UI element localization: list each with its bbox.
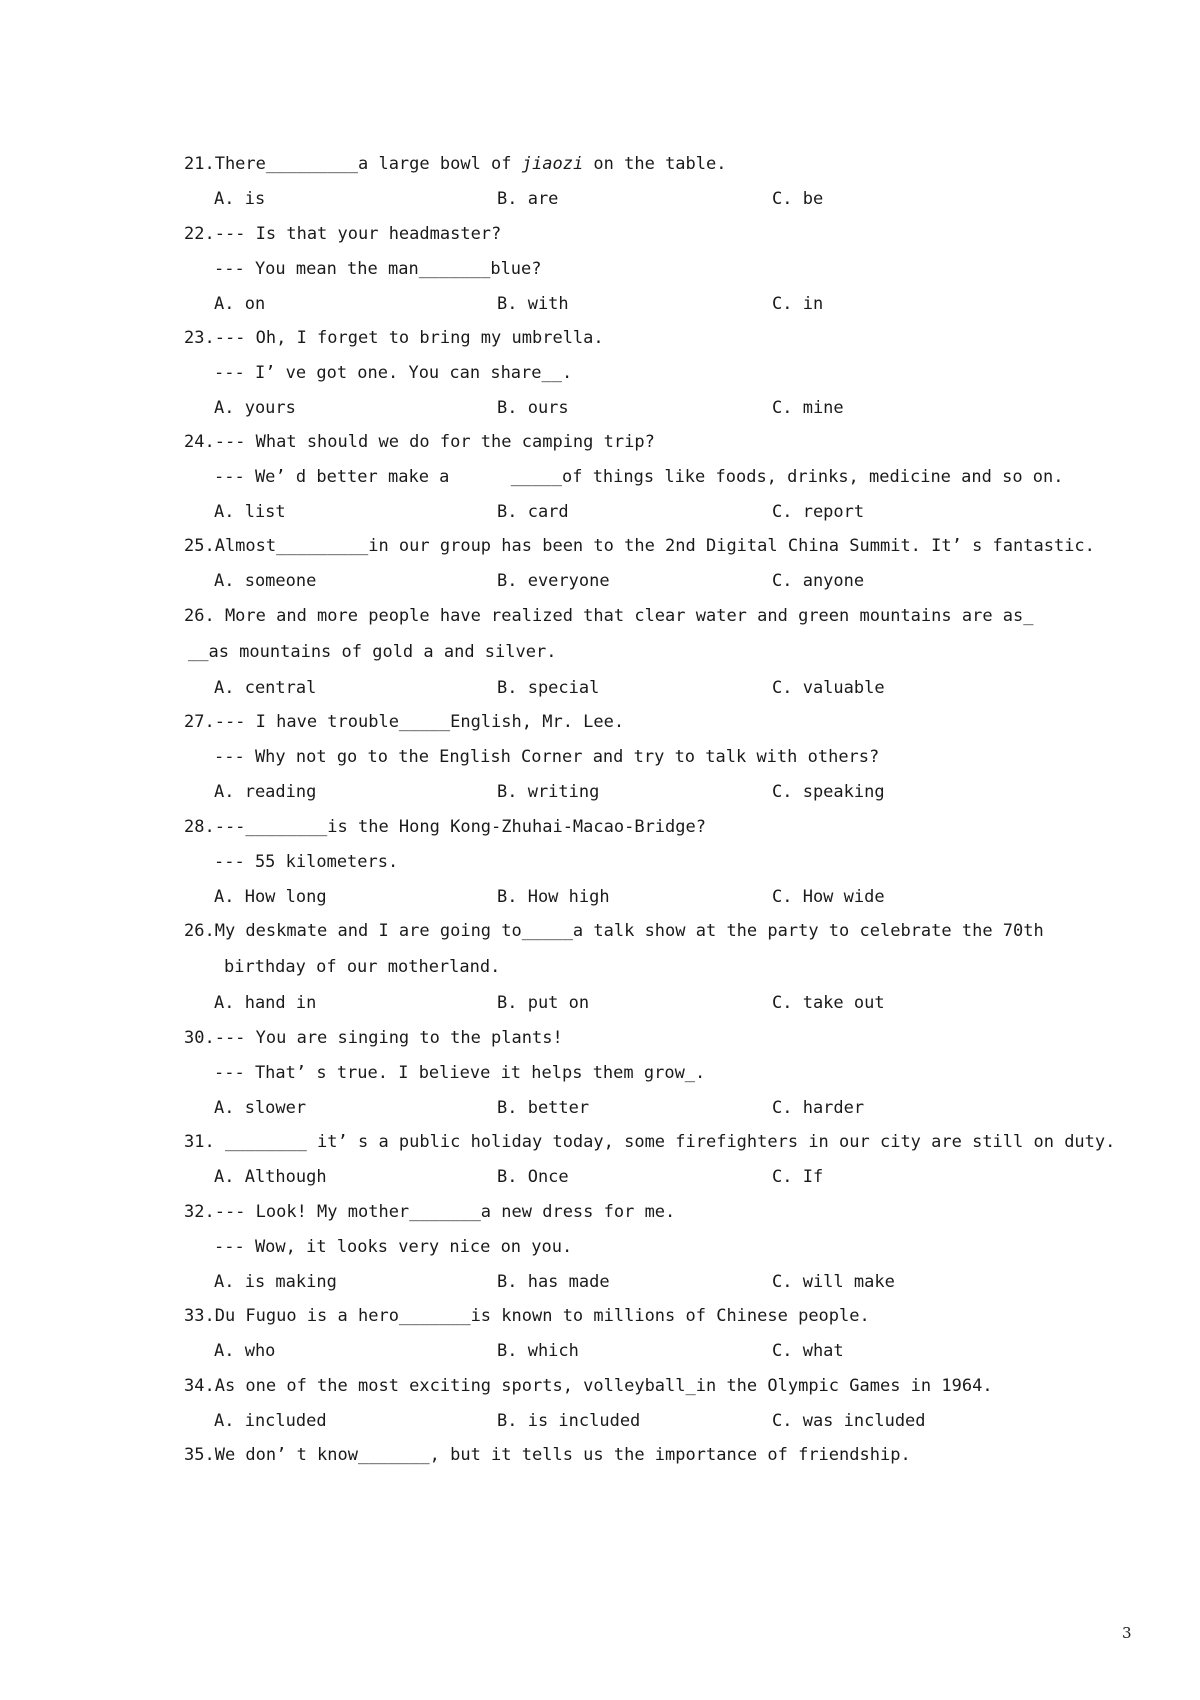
question-line: --- Wow, it looks very nice on you. bbox=[214, 1237, 573, 1257]
option-c: C. was included bbox=[772, 1411, 926, 1431]
option-b: B. has made bbox=[497, 1272, 610, 1292]
option-b: B. writing bbox=[497, 782, 600, 802]
question-stem: 31. ________ it’ s a public holiday today, some firefighters in our city are still on duty. bbox=[184, 1132, 1116, 1152]
question-stem: 23.--- Oh, I forget to bring my umbrella. bbox=[184, 328, 604, 348]
question-stem: 28.---________is the Hong Kong-Zhuhai-Macao-Bridge? bbox=[184, 817, 706, 837]
option-a: A. included bbox=[214, 1411, 327, 1431]
option-c: C. what bbox=[772, 1341, 844, 1361]
option-a: A. someone bbox=[214, 571, 317, 591]
option-a: A. who bbox=[214, 1341, 276, 1361]
page-number: 3 bbox=[1122, 1624, 1132, 1642]
question-line: --- Why not go to the English Corner and try to talk with others? bbox=[214, 747, 880, 767]
option-a: A. Although bbox=[214, 1167, 327, 1187]
option-c: C. mine bbox=[772, 398, 844, 418]
option-b: B. are bbox=[497, 189, 559, 209]
option-a: A. list bbox=[214, 502, 286, 522]
option-c: C. will make bbox=[772, 1272, 895, 1292]
option-a: A. yours bbox=[214, 398, 296, 418]
option-c: C. If bbox=[772, 1167, 824, 1187]
question-line: --- I’ ve got one. You can share__. bbox=[214, 363, 573, 383]
stem-text: on the table. bbox=[583, 154, 727, 174]
option-a: A. on bbox=[214, 294, 266, 314]
question-stem: 25.Almost_________in our group has been to the 2nd Digital China Summit. It’ s fantastic. bbox=[184, 536, 1095, 556]
option-b: B. everyone bbox=[497, 571, 610, 591]
option-a: A. reading bbox=[214, 782, 317, 802]
option-c: C. How wide bbox=[772, 887, 885, 907]
option-c: C. report bbox=[772, 502, 865, 522]
option-b: B. Once bbox=[497, 1167, 569, 1187]
question-stem: 22.--- Is that your headmaster? bbox=[184, 224, 502, 244]
option-b: B. ours bbox=[497, 398, 569, 418]
option-b: B. with bbox=[497, 294, 569, 314]
option-a: A. is bbox=[214, 189, 266, 209]
option-c: C. in bbox=[772, 294, 824, 314]
question-stem: 24.--- What should we do for the camping trip? bbox=[184, 432, 655, 452]
stem-text: 21.There_________a large bowl of bbox=[184, 154, 522, 174]
option-b: B. better bbox=[497, 1098, 590, 1118]
question-stem: 30.--- You are singing to the plants! bbox=[184, 1028, 563, 1048]
option-b: B. put on bbox=[497, 993, 590, 1013]
option-b: B. special bbox=[497, 678, 600, 698]
question-stem: 35.We don’ t know_______, but it tells us the importance of friendship. bbox=[184, 1445, 911, 1465]
question-stem: 32.--- Look! My mother_______a new dress for me. bbox=[184, 1202, 676, 1222]
question-stem: 34.As one of the most exciting sports, volleyball_in the Olympic Games in 1964. bbox=[184, 1376, 993, 1396]
option-a: A. hand in bbox=[214, 993, 317, 1013]
question-stem bbox=[184, 152, 726, 176]
option-a: A. central bbox=[214, 678, 317, 698]
option-c: C. valuable bbox=[772, 678, 885, 698]
option-b: B. is included bbox=[497, 1411, 641, 1431]
question-line: --- We’ d better make a _____of things like foods, drinks, medicine and so on. bbox=[214, 467, 1064, 487]
option-a: A. How long bbox=[214, 887, 327, 907]
question-line: --- You mean the man_______blue? bbox=[214, 259, 542, 279]
option-a: A. is making bbox=[214, 1272, 337, 1292]
option-a: A. slower bbox=[214, 1098, 307, 1118]
question-line: --- 55 kilometers. bbox=[214, 852, 399, 872]
italic-word: jiaozi bbox=[521, 154, 584, 174]
option-c: C. speaking bbox=[772, 782, 885, 802]
option-b: B. card bbox=[497, 502, 569, 522]
question-stem: 27.--- I have trouble_____English, Mr. Lee. bbox=[184, 712, 625, 732]
option-c: C. be bbox=[772, 189, 824, 209]
question-stem: 33.Du Fuguo is a hero_______is known to millions of Chinese people. bbox=[184, 1306, 870, 1326]
option-c: C. take out bbox=[772, 993, 885, 1013]
option-c: C. anyone bbox=[772, 571, 865, 591]
option-b: B. which bbox=[497, 1341, 579, 1361]
question-line: --- That’ s true. I believe it helps them grow_. bbox=[214, 1063, 706, 1083]
question-stem: 26.My deskmate and I are going to_____a talk show at the party to celebrate the 70th bbox=[184, 921, 1044, 941]
question-stem: 26. More and more people have realized that clear water and green mountains are as_ bbox=[184, 606, 1034, 626]
option-c: C. harder bbox=[772, 1098, 865, 1118]
option-b: B. How high bbox=[497, 887, 610, 907]
question-line: __as mountains of gold a and silver. bbox=[188, 642, 557, 662]
question-line: birthday of our motherland. bbox=[224, 957, 501, 977]
